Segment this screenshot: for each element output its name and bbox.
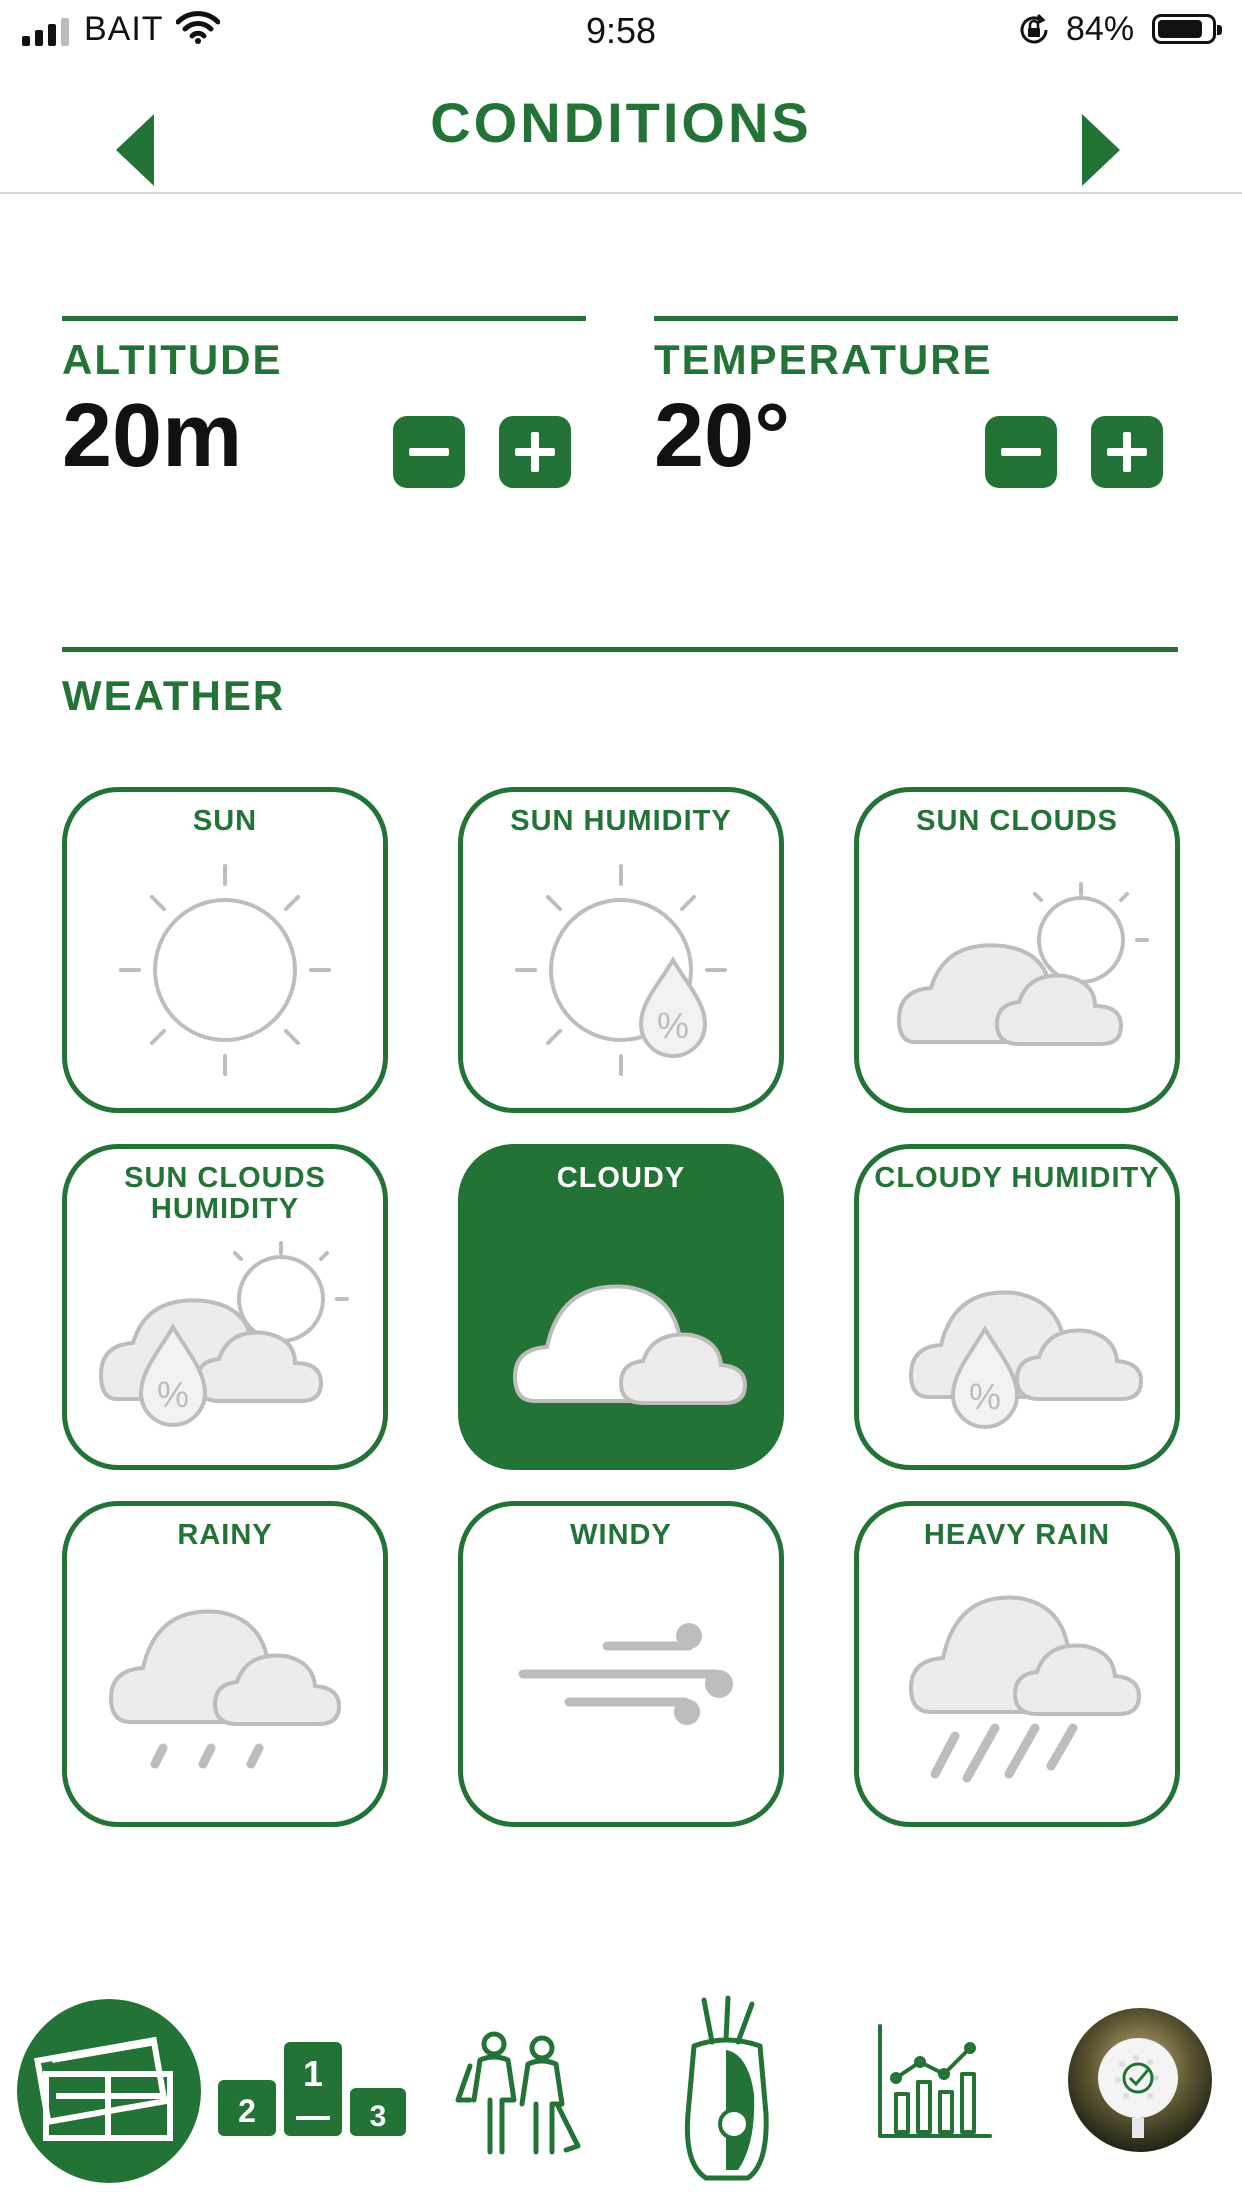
cloudy-humidity-icon (859, 1149, 1175, 1465)
temperature-increase-button[interactable] (1091, 416, 1163, 488)
podium-number-3: 3 (369, 2100, 387, 2133)
svg-text:%: % (156, 1374, 190, 1415)
weather-option-sun-clouds[interactable] (854, 787, 1180, 1113)
weather-divider (62, 647, 1178, 652)
weather-option-label: WINDY (570, 1519, 672, 1551)
weather-option-label: CLOUDY HUMIDITY (874, 1162, 1160, 1194)
podium-number-2: 2 (238, 2093, 256, 2129)
minus-icon (393, 416, 465, 488)
carrier-name: BAIT (84, 10, 164, 48)
header (0, 62, 1242, 194)
sun-clouds-icon (859, 792, 1175, 1108)
weather-option-cloudy-humidity[interactable] (854, 1144, 1180, 1470)
podium-number-1: 1 (302, 2053, 324, 2094)
svg-text:%: % (656, 1005, 690, 1046)
cloudy-icon (463, 1149, 779, 1465)
weather-label: WEATHER (62, 672, 286, 719)
battery-percent: 84% (1066, 10, 1135, 48)
weather-option-label: SUN (192, 805, 258, 837)
weather-option-label: RAINY (177, 1519, 273, 1551)
weather-option-sun[interactable] (62, 787, 388, 1113)
battery-icon (1152, 14, 1216, 44)
clock-time: 9:58 (585, 10, 657, 51)
weather-option-windy[interactable] (458, 1501, 784, 1827)
temperature-label: TEMPERATURE (654, 336, 993, 383)
altitude-label: ALTITUDE (62, 336, 283, 383)
minus-icon (985, 416, 1057, 488)
status-bar (0, 0, 1242, 62)
golf-bag-icon[interactable] (676, 1994, 776, 2184)
weather-option-sun-humidity[interactable] (458, 787, 784, 1113)
heavy-rain-icon (859, 1506, 1175, 1822)
weather-option-cloudy[interactable] (458, 1144, 784, 1470)
orientation-lock-icon (1016, 12, 1052, 48)
right-arrow-icon[interactable] (1078, 110, 1138, 190)
svg-text:%: % (968, 1376, 1002, 1417)
sun-clouds-humidity-icon (67, 1149, 383, 1465)
leaderboard-podium-icon[interactable] (214, 2038, 410, 2138)
weather-option-label: SUN HUMIDITY (510, 805, 732, 837)
temperature-divider (654, 316, 1178, 321)
golfers-icon[interactable] (454, 2026, 584, 2156)
temperature-value: 20° (654, 386, 791, 486)
altitude-value: 20m (62, 386, 243, 486)
bottom-nav (0, 1980, 1242, 2208)
weather-option-rainy[interactable] (62, 1501, 388, 1827)
weather-option-heavy-rain[interactable] (854, 1501, 1180, 1827)
weather-option-label: SUN CLOUDS HUMIDITY (124, 1162, 326, 1225)
windy-icon (463, 1506, 779, 1822)
scorecards-icon[interactable] (16, 1998, 202, 2184)
weather-option-label: SUN CLOUDS (916, 805, 1118, 837)
sun-humidity-icon (463, 792, 779, 1108)
rainy-icon (67, 1506, 383, 1822)
plus-icon (499, 416, 571, 488)
weather-option-sun-clouds-humidity[interactable] (62, 1144, 388, 1470)
temperature-decrease-button[interactable] (985, 416, 1057, 488)
golf-ball-profile-icon[interactable] (1066, 2006, 1214, 2154)
altitude-divider (62, 316, 586, 321)
statistics-chart-icon[interactable] (874, 2022, 994, 2142)
altitude-increase-button[interactable] (499, 416, 571, 488)
plus-icon (1091, 416, 1163, 488)
weather-option-label: HEAVY RAIN (923, 1519, 1111, 1551)
weather-option-label: CLOUDY (556, 1162, 686, 1194)
altitude-decrease-button[interactable] (393, 416, 465, 488)
page-title: CONDITIONS (430, 91, 812, 154)
sun-icon (67, 792, 383, 1108)
